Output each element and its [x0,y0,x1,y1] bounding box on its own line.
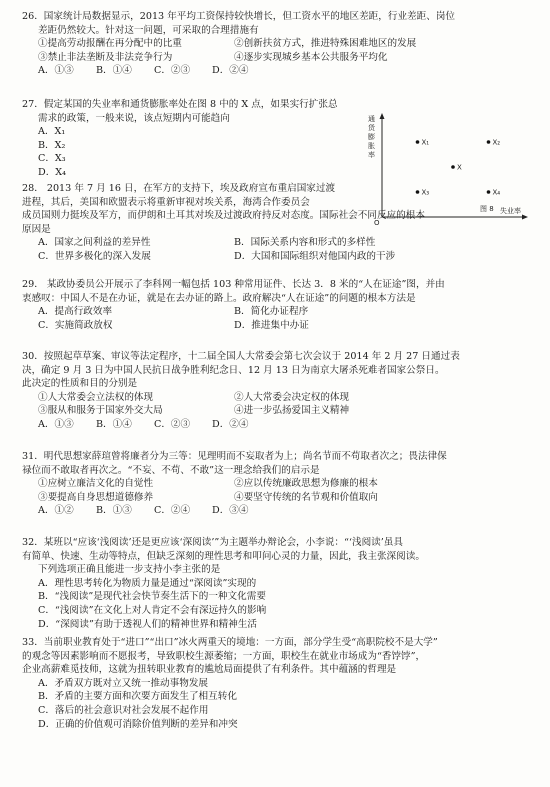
data-point [451,165,455,169]
point-label: X₃ [421,188,430,197]
question-text: 衷感叹：中国人不是在办证，就是在去办证的路上。政府解决“人在证途”的问题的根本方法是 [22,292,416,304]
option-a: A．①② [38,505,74,517]
question-text: 原因是 [22,223,51,235]
statement-item: ①人大常委会立法权的体现 [38,391,154,403]
point-label: X [457,163,462,172]
question-33 [22,636,534,731]
statement-item: ④逐步实现城乡基本公共服务平均化 [234,51,388,63]
question-text: 28． 2013 年 7 月 16 日，在军方的支持下，埃及政府宣布重启国家过渡 [22,183,336,194]
option-row [22,236,534,250]
option-c: C．世界多极化的深入发展 [38,250,151,262]
question-text: 33．当前职业教育处于“进口”“出口”冰火两重天的境地：一方面，部分学生受“高职院校不是大学” [22,637,438,648]
question-text: 需求的政策，一般来说，该点短期内可能趋向 [38,112,230,124]
question-text: 31．明代思想家薛瑄曾将廉者分为三等：见理明而不妄取者为上；尚名节而不苟取者次之；畏法律保 [22,451,447,462]
option-a: A．X₁ [38,126,66,138]
option-d: D．大国和国际组织对他国内政的干涉 [234,250,396,262]
x-axis-label: 失业率 [500,207,521,215]
statement-item: ③要提高自身思想道德修养 [38,491,154,503]
option-a: A．①③ [38,418,74,430]
option-row [22,305,534,319]
question-28 [22,182,534,264]
option-b: B．①④ [96,418,132,430]
option-a: A．提高行政效率 [38,306,113,318]
y-axis-arrow [380,113,385,119]
question-text: 决，确定 9 月 3 日为中国人民抗日战争胜利纪念日、12 月 13 日为南京大屠杀死难者国家公祭日。 [22,364,445,376]
option-b: B．“浅阅读”是现代社会快节奏生活下的一种文化需要 [38,591,266,603]
figure-caption: 图 8 [480,205,494,213]
question-text: 32．某班以“应该‘浅阅读’还是更应该‘深阅读’”为主题举办辩论会，小李说：“‘浅阅读’虽具 [22,537,403,548]
statement-row [22,491,534,505]
answer-options [22,504,534,518]
option-d: D．②④ [212,65,249,77]
question-text: 差距仍然较大。针对这一问题，可采取的合理措施有 [38,24,259,36]
option-c: C．落后的社会意识对社会发展不起作用 [38,704,209,716]
data-point [487,140,491,144]
question-32 [22,536,534,631]
statement-row [22,51,534,65]
option-d: D．③④ [212,505,249,517]
question-text: 有简单、快速、生动等特点，但缺乏深刻的理性思考和叩问心灵的力量，因此，我主张深阅读。 [22,550,425,562]
option-c: C．②④ [154,505,191,517]
point-label: X₁ [421,138,430,147]
statement-row [22,477,534,491]
option-row [22,319,534,333]
option-row [22,250,534,264]
option-c: C．实施简政放权 [38,319,113,331]
option-b: B．国际关系内容和形式的多样性 [234,237,376,249]
statement-item: ②创新扶贫方式，推进特殊困难地区的发展 [234,38,417,50]
question-text: 企业高薪难觅技师，这就为扭转职业教育的尴尬局面提供了有利条件。其中蕴涵的哲理是 [22,664,397,676]
question-text: 成员国则力挺埃及军方，而伊朗和土耳其对埃及过渡政府持反对态度。国际社会不同反应的根本 [22,210,425,222]
question-text: 30．按照起草草案、审议等法定程序，十二届全国人大常委会第七次会议于 2014 年 2 月 27 日通过表 [22,351,460,362]
statement-item: ③服从和服务于国家外交大局 [38,405,163,417]
question-31 [22,450,534,518]
option-c: C．②③ [154,65,191,77]
statement-row [22,37,534,51]
question-text: 此决定的性质和目的分别是 [22,378,138,390]
question-27 [22,98,352,180]
option-b: B．矛盾的主要方面和次要方面发生了相互转化 [38,691,237,703]
statement-item: ②应以传统廉政思想为修廉的根本 [234,478,378,490]
option-c: C．②③ [154,418,191,430]
statement-row [22,391,534,405]
statement-item: ①提高劳动报酬在再分配中的比重 [38,38,182,50]
question-text: 的观念等因素影响而不愿报考，导致职校生源萎缩；一方面，职校生在就业市场成为“香饽饽”， [22,650,426,662]
option-d: D．②④ [212,418,249,430]
option-d: D．X₄ [38,166,66,178]
option-d: D．推进集中办证 [234,319,309,331]
question-text: 26．国家统计局数据显示，2013 年平均工资保持较快增长，但工资水平的地区差距，行业差距、岗位 [22,11,456,22]
question-text: 27．假定某国的失业率和通货膨胀率处在图 8 中的 X 点，如果实行扩张总 [22,99,338,110]
statement-item: ④进一步弘扬爱国主义精神 [234,405,350,417]
question-30 [22,350,534,432]
answer-options [22,64,534,78]
option-b: B．①④ [96,65,132,77]
statement-item: ①应树立廉洁文化的自觉性 [38,478,154,490]
question-29 [22,278,534,332]
statement-item: ③禁止非法垄断及非法竞争行为 [38,51,173,63]
point-label: X₄ [492,188,501,197]
answer-options [22,418,534,432]
question-text: 29． 某政协委员公开展示了李科网一幅包括 103 种常用证件、长达 3．8 米的“人在证途”图，并由 [22,279,445,290]
statement-row [22,404,534,418]
data-point [416,140,420,144]
statement-item: ②人大常委会决定权的体现 [234,391,350,403]
option-a: A．理性思考转化为物质力量是通过“深阅读”实现的 [38,577,257,589]
question-text: 下列选项正确且能进一步支持小李主张的是 [38,564,221,576]
statement-item: ④要坚守传统的名节观和价值取向 [234,491,378,503]
option-b: B．简化办证程序 [234,306,309,318]
option-c: C．X₃ [38,153,66,165]
option-a: A．矛盾双方既对立又统一推动事物发展 [38,677,209,689]
option-d: D．“深阅读”有助于透视人们的精神世界和精神生活 [38,618,257,630]
option-a: A．国家之间利益的差异性 [38,237,151,249]
question-text: 进程，其后，美国和欧盟表示将重新审视对埃关系，海湾合作委员会 [22,196,310,208]
question-26 [22,10,534,78]
question-text: 禄位而不敢取者再次之。“不妄、不苟、不敢”这一理念给我们的启示是 [22,464,320,476]
y-axis-label: 通货膨胀率 [368,115,375,159]
origin-label: O [374,219,380,227]
option-b: B．①③ [96,505,132,517]
point-label: X₂ [492,138,501,147]
option-c: C．“浅阅读”在文化上对人肯定不会有深远持久的影响 [38,604,267,616]
option-d: D．正确的价值观可消除价值判断的差异和冲突 [38,718,238,730]
option-a: A．①③ [38,65,74,77]
option-b: B．X₂ [38,139,66,151]
